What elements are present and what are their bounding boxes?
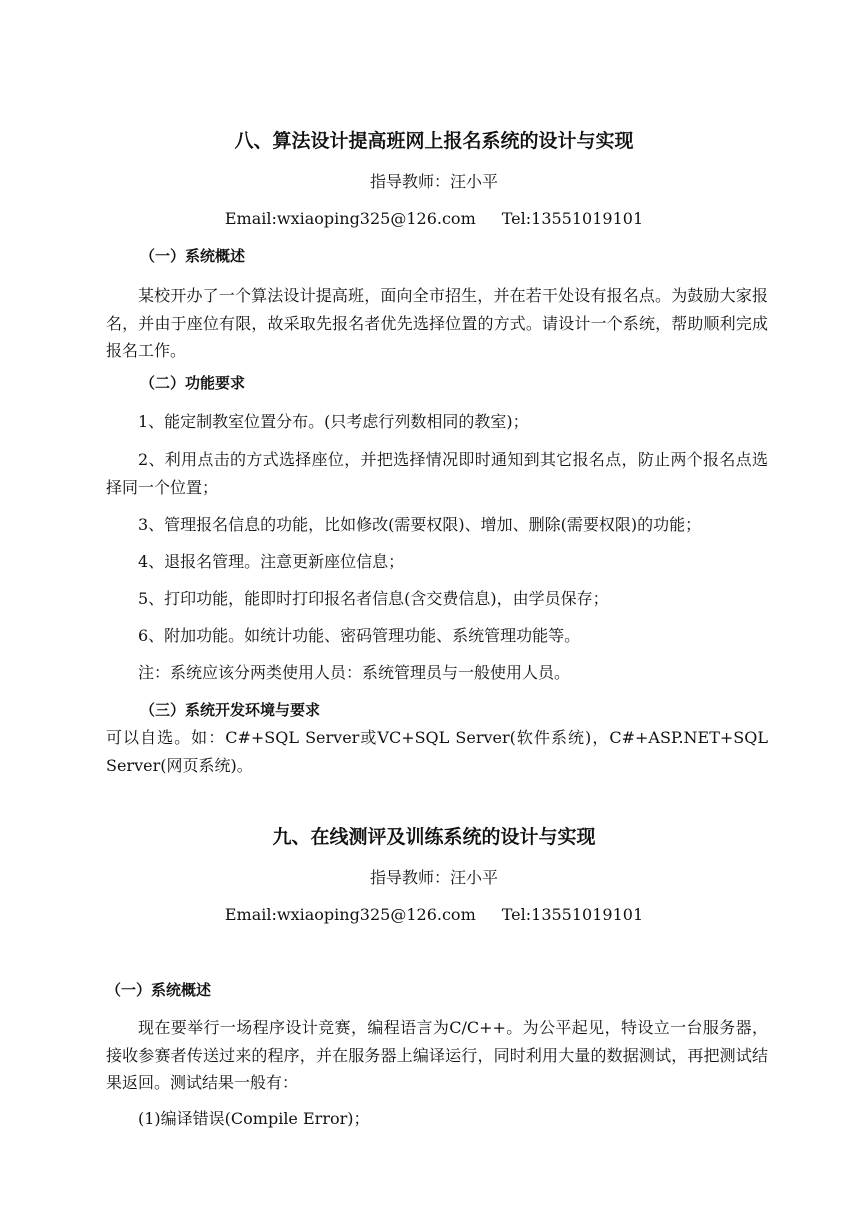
section8-req-1: 1、能定制教室位置分布。(只考虑行列数相同的教室)； [138,412,529,431]
section8-note: 注：系统应该分两类使用人员：系统管理员与一般使用人员。 [138,663,571,682]
section8-env-text: 可以自选。如：C#+SQL Server或VC+SQL Server(软件系统)，C#+ASP.NET+SQL Server(网页系统)。 [106,728,768,775]
section8-req-5: 5、打印功能，能即时打印报名者信息(含交费信息)，由学员保存； [138,589,609,608]
section8-requirements-heading: （二）功能要求 [140,374,246,392]
section8-req-2: 2、利用点击的方式选择座位，并把选择情况即时通知到其它报名点，防止两个报名点选择同一个位置； [106,450,768,497]
section8-req-3: 3、管理报名信息的功能，比如修改(需要权限)、增加、删除(需要权限)的功能； [138,515,702,534]
section8-title: 八、算法设计提高班网上报名系统的设计与实现 [234,130,634,152]
section8-req-4: 4、退报名管理。注意更新座位信息； [138,552,405,571]
section8-contact [0,205,868,232]
section8-overview-heading: （一）系统概述 [140,247,246,265]
section8-tel: Tel:13551019101 [501,209,644,228]
section9-overview-heading: （一）系统概述 [106,981,212,999]
section9-contact [0,901,868,928]
section9-overview-text: 现在要举行一场程序设计竞赛，编程语言为C/C++。为公平起见，特设立一台服务器，接收参赛者传送过来的程序，并在服务器上编译运行，同时利用大量的数据测试，再把测试结果返回。测试结果一般有： [106,1018,768,1092]
section8-req-6: 6、附加功能。如统计功能、密码管理功能、系统管理功能等。 [138,626,581,645]
section8-email: Email:wxiaoping325@126.com [224,209,476,228]
section9-result-1: (1)编译错误(Compile Error)； [138,1109,370,1128]
section9-advisor: 指导教师：汪小平 [369,868,498,887]
section8-env-heading: （三）系统开发环境与要求 [140,701,321,719]
section9-tel: Tel:13551019101 [501,905,644,924]
section9-title: 九、在线测评及训练系统的设计与实现 [272,826,596,848]
section8-advisor: 指导教师：汪小平 [369,172,498,191]
section8-overview-text: 某校开办了一个算法设计提高班，面向全市招生，并在若干处设有报名点。为鼓励大家报名，并由于座位有限，故采取先报名者优先选择位置的方式。请设计一个系统，帮助顺利完成报名工作。 [106,286,768,360]
section9-email: Email:wxiaoping325@126.com [224,905,476,924]
